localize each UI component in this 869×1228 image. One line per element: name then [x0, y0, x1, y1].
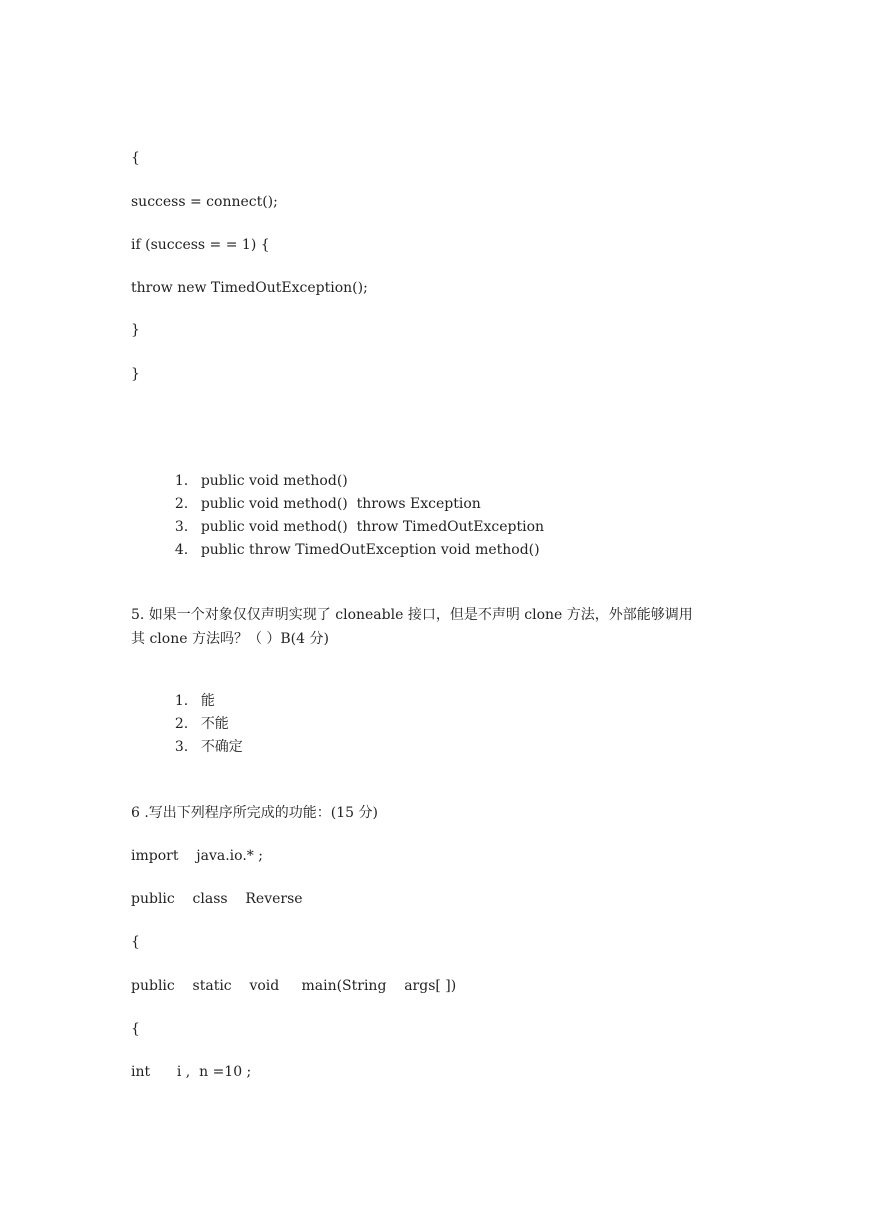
option-text: public void method() throws Exception: [200, 496, 481, 512]
option-text: 不能: [200, 716, 229, 732]
code-line-open-brace: {: [131, 934, 140, 950]
option-text: 不确定: [200, 739, 243, 755]
option-item: [157, 520, 540, 580]
question-5-line-2: 其 clone 方法吗？（ ）B(4 分): [131, 631, 329, 647]
option-text: public void method(): [200, 473, 348, 489]
code-line-int-decl: int i , n =10 ;: [131, 1064, 252, 1080]
option-number: 2.: [174, 716, 189, 732]
code-line-open-brace: {: [131, 1021, 140, 1037]
code-line-if: if (success = = 1) {: [131, 237, 270, 253]
option-text: 能: [200, 693, 215, 709]
option-text: public throw TimedOutException void method(): [200, 542, 540, 558]
question-5-line-1: 5. 如果一个对象仅仅声明实现了 cloneable 接口，但是不声明 clone 方法，外部能够调用: [131, 607, 693, 623]
option-number: 2.: [174, 496, 189, 512]
code-line-main: public static void main(String args[ ]): [131, 978, 457, 994]
option-text: public void method() throw TimedOutException: [200, 519, 545, 535]
question-5-text: [131, 603, 751, 651]
code-line-throw: throw new TimedOutException();: [131, 280, 368, 296]
option-number: 4.: [174, 542, 189, 558]
option-item: [157, 717, 243, 777]
question-6-title: 6 .写出下列程序所完成的功能：(15 分): [131, 805, 378, 821]
code-line-connect: success = connect();: [131, 194, 278, 210]
option-number: 1.: [174, 473, 189, 489]
code-line-close-brace-outer: }: [131, 366, 140, 382]
code-line-open-brace: {: [131, 150, 140, 166]
option-number: 1.: [174, 693, 189, 709]
code-line-class: public class Reverse: [131, 891, 303, 907]
code-line-close-brace-inner: }: [131, 322, 140, 338]
option-number: 3.: [174, 739, 189, 755]
code-line-import: import java.io.* ;: [131, 848, 263, 864]
option-number: 3.: [174, 519, 189, 535]
